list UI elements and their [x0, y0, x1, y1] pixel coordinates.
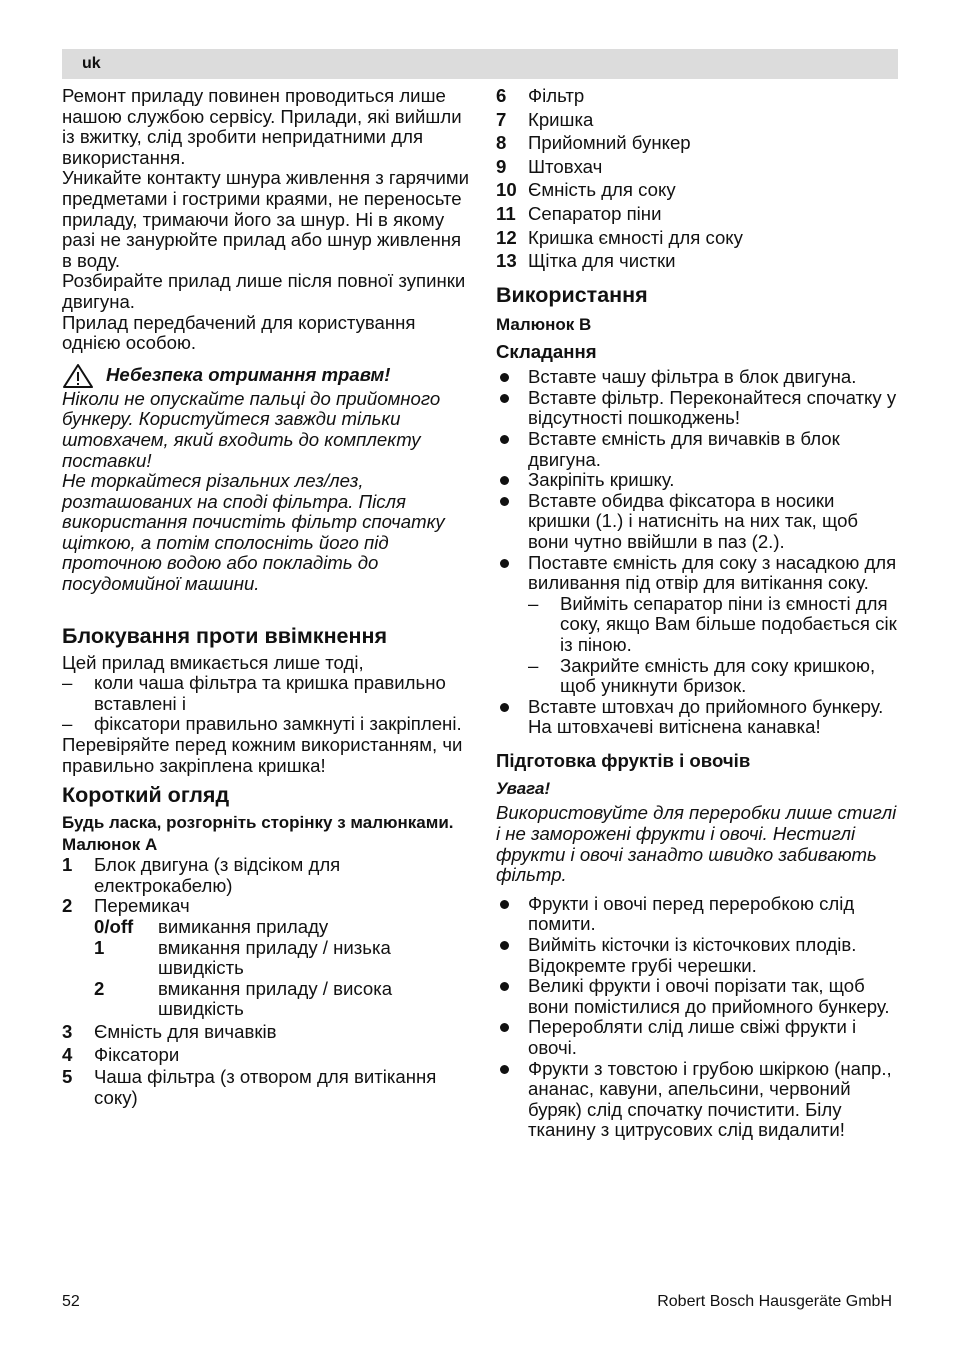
- list-item: – коли чаша фільтра та кришка правильно вставлені і: [62, 672, 446, 714]
- warning-title: Небезпека отримання травм!: [106, 364, 391, 386]
- subsection-heading-assembly: Складання: [496, 341, 597, 363]
- bullet-item: Вставте фільтр. Переконайтеся спочатку у відсутності пошкоджень!: [496, 388, 900, 429]
- warning-text: Не торкайтеся різальних лез/лез, розташованих на споді фільтра. Після використання почистіть фільтр спочатку щіткою, а потім сполосніть його під проточною водою або покладіть до посудомийної машини.: [62, 470, 445, 595]
- left-column: [62, 86, 472, 1108]
- bullet-item: Вставте обидва фіксатора в носики кришки (1.) і натисніть на них так, щоб вони чутно ввійшли в паз (2.).: [496, 491, 900, 553]
- warning-text: Ніколи не опускайте пальці до прийомного бункеру. Користуйтеся завжди тільки штовхачем, який входить до комплекту поставки!: [62, 387, 441, 471]
- turn-page-note: Будь ласка, розгорніть сторінку з малюнками.: [62, 813, 454, 833]
- bullet-item: Вставте чашу фільтра в блок двигуна.: [496, 367, 900, 388]
- attention-text: Використовуйте для переробки лише стиглі і не заморожені фрукти і овочі. Нестиглі фрукти і овочі занадто швидко забивають фільтр.: [496, 802, 897, 886]
- list-item: 12 Кришка ємності для соку: [496, 226, 743, 248]
- bullet-item: Вставте ємність для вичавків в блок двигуна.: [496, 429, 900, 470]
- list-item: – фіксатори правильно замкнуті і закріплені.: [62, 713, 462, 735]
- bullet-item: Вийміть кісточки із кісточкових плодів. Відокремте грубі черешки.: [496, 935, 900, 976]
- switch-item: 0/off вимикання приладу: [94, 916, 329, 937]
- bullet-item: Переробляти слід лише свіжі фрукти і овочі.: [496, 1017, 900, 1058]
- list-item: 13 Щітка для чистки: [496, 250, 676, 272]
- figure-label: Малюнок B: [496, 314, 592, 334]
- bullet-icon: [496, 697, 528, 738]
- paragraph: Цей прилад вмикається лише тоді,: [62, 651, 364, 673]
- bullet-item: Поставте ємність для соку з насадкою для виливання під отвір для витікання соку.: [496, 553, 900, 594]
- header-bar: [62, 49, 898, 79]
- section-heading-lock: Блокування проти ввімкнення: [62, 623, 388, 648]
- list-item: 1 Блок двигуна (з відсіком для електрокабелю): [62, 854, 341, 896]
- paragraph: Перевіряйте перед кожним використанням, чи правильно закріплена кришка!: [62, 734, 463, 776]
- list-item: 5 Чаша фільтра (з отвором для витікання соку): [62, 1066, 437, 1108]
- paragraph: Уникайте контакту шнура живлення з гарячими предметами і гострими краями, не переносьте приладу, тримаючи його за шнур. Ні в якому разі не занурюйте прилад або шнур живлення в воду.: [62, 167, 470, 271]
- figure-label: Малюнок А: [62, 834, 158, 854]
- bullet-icon: [496, 429, 528, 470]
- warning-triangle-icon: [62, 363, 94, 389]
- subsection-heading-prep: Підготовка фруктів і овочів: [496, 749, 751, 771]
- bullet-icon: [496, 491, 528, 553]
- bullet-icon: [496, 470, 528, 491]
- section-heading-usage: Використання: [496, 282, 648, 307]
- switch-item: 2 вмикання приладу / висока швидкість: [94, 977, 393, 1020]
- list-item: 8 Прийомний бункер: [496, 132, 691, 154]
- language-code: uk: [82, 55, 101, 72]
- warning-heading: [62, 363, 472, 389]
- bullet-icon: [496, 367, 528, 388]
- list-item: 4 Фіксатори: [62, 1043, 180, 1065]
- list-item: 9 Штовхач: [496, 155, 603, 177]
- bullet-item: Вставте штовхач до прийомного бункеру. На штовхачеві витіснена канавка!: [496, 697, 900, 738]
- bullet-icon: [496, 894, 528, 935]
- list-item: 10 Ємність для соку: [496, 179, 676, 201]
- page-number: 52: [62, 1293, 80, 1310]
- sub-list-item: – Вийміть сепаратор піни із ємності для соку, якщо Вам більше подобається сік із піною.: [528, 592, 897, 655]
- list-item: 2 Перемикач: [62, 895, 190, 917]
- list-item: 3 Ємність для вичавків: [62, 1020, 277, 1042]
- paragraph: Розбирайте прилад лише після повної зупинки двигуна.: [62, 270, 466, 312]
- list-item: 6 Фільтр: [496, 85, 585, 106]
- list-item: 11 Сепаратор піни: [496, 202, 662, 224]
- switch-item: 1 вмикання приладу / низька швидкість: [94, 936, 391, 979]
- attention-label: Увага!: [496, 778, 551, 798]
- paragraph: Прилад передбачений для користування однією особою.: [62, 311, 416, 354]
- bullet-item: Закріпіть кришку.: [496, 470, 900, 491]
- list-item: 7 Кришка: [496, 108, 594, 130]
- bullet-item: Фрукти і овочі перед переробкою слід помити.: [496, 894, 900, 935]
- bullet-icon: [496, 388, 528, 429]
- paragraph: Ремонт приладу повинен проводиться лише нашою службою сервісу. Прилади, які вийшли із вжитку, слід зробити непридатними для використання.: [62, 85, 462, 168]
- bullet-icon: [496, 553, 528, 594]
- right-column: [496, 86, 900, 1141]
- bullet-icon: [496, 1059, 528, 1141]
- company-name: Robert Bosch Hausgeräte GmbH: [657, 1293, 892, 1310]
- bullet-icon: [496, 976, 528, 1017]
- bullet-icon: [496, 1017, 528, 1058]
- bullet-item: Фрукти з товстою і грубою шкіркою (напр., ананас, кавуни, апельсини, червоний буряк) слід спочатку почистити. Білу тканину з цитрусових слід видалити!: [496, 1059, 900, 1141]
- sub-list-item: – Закрийте ємність для соку кришкою, щоб уникнути бризок.: [528, 654, 876, 697]
- bullet-item: Великі фрукти і овочі порізати так, щоб вони помістилися до прийомного бункеру.: [496, 976, 900, 1017]
- section-heading-overview: Короткий огляд: [62, 783, 230, 808]
- bullet-icon: [496, 935, 528, 976]
